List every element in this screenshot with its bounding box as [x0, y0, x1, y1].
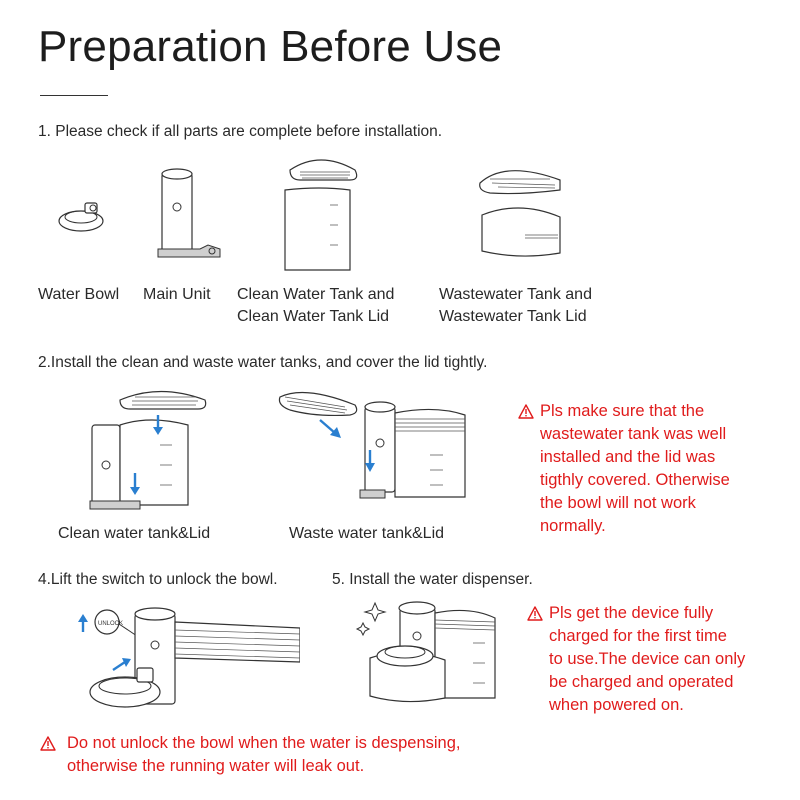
- step-5-warning-line: to use.The device can only: [549, 650, 746, 668]
- step-2-warning-line: normally.: [540, 517, 606, 535]
- part-label-clean-tank-1: Clean Water Tank and: [237, 286, 395, 303]
- caption-waste-tank-lid: Waste water tank&Lid: [289, 525, 445, 542]
- part-label-wastewater-tank-1: Wastewater Tank and: [439, 286, 592, 303]
- step-2-warning-line: wastewater tank was well: [540, 425, 727, 443]
- unlock-switch-label: UNLOCK: [98, 621, 124, 627]
- warning-icon: [40, 736, 56, 751]
- part-label-wastewater-tank-2: Wastewater Tank Lid: [439, 308, 587, 325]
- part-label-clean-tank-2: Clean Water Tank Lid: [237, 308, 390, 325]
- step-1-text: 1. Please check if all parts are complete before installation.: [38, 123, 443, 140]
- step-2-warning-line: the bowl will not work: [540, 494, 696, 512]
- unlock-bowl-illustration: [75, 600, 300, 715]
- step-4-warning-line: otherwise the running water will leak out.: [67, 757, 365, 775]
- step-2-warning-line: installed and the lid was: [540, 448, 716, 466]
- title-underline: [40, 95, 108, 96]
- step-5-warning-line: Pls get the device fully: [549, 604, 714, 622]
- step-2-warning-line: Pls make sure that the: [540, 402, 705, 420]
- warning-icon: [518, 404, 534, 419]
- step-4-text: 4.Lift the switch to unlock the bowl.: [38, 571, 278, 588]
- step-5-warning-line: when powered on.: [549, 696, 684, 714]
- step-2-warning-line: tigthly covered. Otherwise: [540, 471, 730, 489]
- warning-icon: [527, 606, 543, 621]
- step-5-text: 5. Install the water dispenser.: [332, 571, 533, 588]
- water-dispenser-illustration: [355, 598, 505, 708]
- wastewater-tank-illustration: [470, 155, 570, 265]
- page-title: Preparation Before Use: [38, 22, 503, 71]
- step-2-warning: [540, 400, 730, 538]
- part-label-main-unit: Main Unit: [143, 286, 211, 303]
- clean-tank-illustration: [280, 150, 370, 280]
- step-4-warning-line: Do not unlock the bowl when the water is despensing,: [67, 734, 461, 752]
- waste-tank-install-illustration: [275, 385, 470, 510]
- water-bowl-illustration: [55, 195, 115, 240]
- step-5-warning-line: charged for the first time: [549, 627, 727, 645]
- clean-tank-install-illustration: [80, 385, 210, 515]
- caption-clean-tank-lid: Clean water tank&Lid: [58, 525, 211, 542]
- main-unit-illustration: [150, 165, 230, 265]
- step-5-warning-line: be charged and operated: [549, 673, 734, 691]
- step-4-warning: [67, 732, 461, 778]
- part-label-water-bowl: Water Bowl: [38, 286, 120, 303]
- step-5-warning: [549, 602, 745, 717]
- step-2-text: 2.Install the clean and waste water tanks, and cover the lid tightly.: [38, 354, 488, 371]
